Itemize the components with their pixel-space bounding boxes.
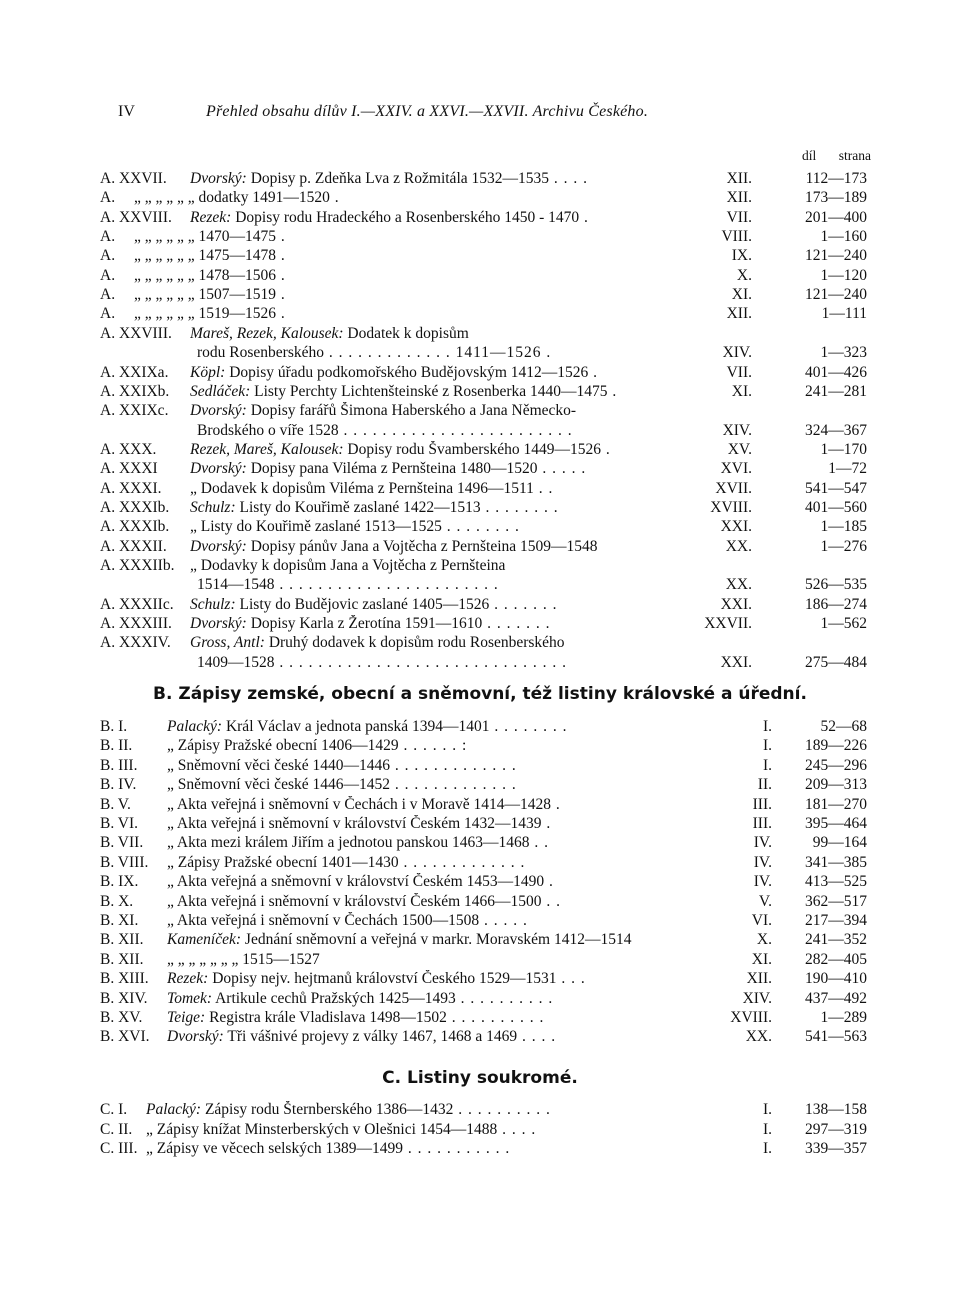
entry-title: Dopisy pana Viléma z Pernšteina 1480—1520 bbox=[246, 460, 538, 478]
entry-author: Schulz: bbox=[190, 595, 236, 613]
entry-description bbox=[146, 1121, 700, 1139]
entry-description bbox=[167, 834, 700, 852]
entry-pages: 1—111 bbox=[821, 305, 867, 323]
entry-volume: VII. bbox=[726, 363, 752, 381]
entry-code: A. XXXIII. bbox=[100, 615, 172, 633]
entry-pages: 541—547 bbox=[805, 479, 867, 497]
entry-code: A. XXXIIb. bbox=[100, 557, 175, 574]
entry-author: Dvorský: bbox=[190, 615, 247, 633]
entry-code: A. XXX. bbox=[100, 440, 157, 458]
entry-description bbox=[167, 912, 700, 930]
entry-description bbox=[134, 189, 700, 207]
entry-code: A. XXIXc. bbox=[100, 402, 169, 420]
entry-code: B. VIII. bbox=[100, 853, 149, 871]
entry-code: A. XXIXa. bbox=[100, 363, 169, 381]
leader-dots: . bbox=[276, 305, 286, 323]
entry-pages: 413—525 bbox=[805, 873, 867, 891]
entry-pages: 209—313 bbox=[805, 776, 867, 794]
entry-title: Listy Perchty Lichtenšteinské z Rosenberka 1440—1475 bbox=[250, 382, 608, 400]
entry-description bbox=[167, 970, 700, 988]
entry-code: A. bbox=[100, 189, 116, 207]
entry-pages: 401—560 bbox=[805, 498, 867, 516]
entry-title: Král Václav a jednota panská 1394—1401 bbox=[222, 718, 490, 735]
entry-title: „ „ „ „ „ „ 1507—1519 bbox=[134, 286, 277, 304]
entry-title: „ Sněmovní věci české 1446—1452 bbox=[167, 776, 390, 794]
entry-volume: XVIII. bbox=[730, 1009, 772, 1026]
entry-code: B. XIII. bbox=[100, 970, 149, 988]
entry-author: Palacký: bbox=[146, 1101, 202, 1118]
entry-author: Mareš, Rezek, Kalousek: bbox=[190, 324, 344, 342]
entry-title: Dopisy nejv. hejtmanů království Českého 1529—1531 bbox=[208, 970, 557, 988]
entry-pages: 138—158 bbox=[805, 1101, 867, 1118]
entry-description bbox=[134, 267, 700, 285]
page-header bbox=[118, 103, 878, 127]
entry-author: Teige: bbox=[167, 1009, 206, 1026]
entry-description bbox=[134, 286, 700, 304]
entry-pages: 1—120 bbox=[820, 266, 867, 284]
entry-code: C. II. bbox=[100, 1120, 133, 1138]
toc-entry bbox=[0, 654, 960, 676]
entry-title: „ Zápisy ve věcech selských 1389—1499 bbox=[146, 1140, 403, 1158]
entry-volume: XI. bbox=[731, 286, 752, 304]
entry-title: „ Sněmovní věci české 1440—1446 bbox=[167, 756, 390, 774]
leader-dots: . bbox=[550, 795, 561, 813]
entry-description bbox=[190, 325, 700, 343]
entry-title: Zápisy rodu Šternberského 1386—1432 bbox=[201, 1101, 454, 1118]
leader-dots: . . bbox=[541, 892, 562, 910]
leader-dots: . bbox=[276, 228, 286, 246]
entry-description bbox=[167, 796, 700, 814]
section-b-heading: B. Zápisy zemské, obecní a sněmovní, též listiny královské a úřední. bbox=[153, 684, 807, 704]
page-number: IV bbox=[118, 103, 135, 120]
entry-volume: XX. bbox=[725, 576, 752, 594]
entry-pages: 1—160 bbox=[820, 228, 867, 246]
entry-description bbox=[197, 344, 700, 362]
entry-pages: 112—173 bbox=[805, 170, 867, 187]
entry-code: B. XIV. bbox=[100, 989, 148, 1007]
leader-dots: . . . bbox=[556, 970, 586, 988]
leader-dots: . . . . . . . . . . . bbox=[402, 1140, 511, 1158]
leader-dots: . bbox=[588, 363, 599, 381]
entry-description bbox=[167, 931, 700, 949]
entry-code: B. VII. bbox=[100, 834, 144, 852]
entry-volume: XII. bbox=[746, 970, 772, 988]
entry-pages: 189—226 bbox=[805, 737, 867, 755]
leader-dots: . bbox=[276, 266, 286, 284]
leader-dots: . . . . . . . . . . . . . bbox=[398, 853, 526, 871]
entry-author: Tomek: bbox=[167, 989, 213, 1007]
entry-author: Köpl: bbox=[190, 363, 226, 381]
entry-pages: 341—385 bbox=[805, 853, 867, 871]
entry-description bbox=[167, 951, 700, 969]
entry-code: A. XXXIV. bbox=[100, 634, 171, 652]
leader-dots: . . . . . bbox=[537, 460, 587, 478]
entry-title: Tři vášnivé projevy z války 1467, 1468 a 1469 bbox=[223, 1028, 518, 1046]
entry-pages: 362—517 bbox=[805, 892, 867, 910]
entry-volume: XIV. bbox=[742, 989, 772, 1007]
entry-code: C. I. bbox=[100, 1101, 128, 1118]
entry-description bbox=[190, 441, 700, 459]
entry-title: Druhý dodavek k dopisům rodu Rosenberského bbox=[264, 634, 565, 652]
leader-dots: . bbox=[607, 382, 618, 400]
entry-code: B. XII. bbox=[100, 950, 144, 968]
leader-dots: . . . . . . . . . . . . . bbox=[389, 776, 517, 794]
leader-dots: . . . . . . . . . . . . . . . . . . . . . . . bbox=[274, 576, 499, 594]
entry-title: „ Zápisy Pražské obecní 1406—1429 bbox=[167, 737, 399, 755]
entry-volume: I. bbox=[762, 737, 772, 755]
entry-pages: 1—323 bbox=[820, 344, 867, 362]
leader-dots: . . . . . . . . bbox=[489, 718, 568, 735]
entry-pages: 339—357 bbox=[805, 1140, 867, 1158]
entry-volume: XV. bbox=[727, 440, 752, 458]
entry-description bbox=[197, 576, 700, 594]
entry-pages: 541—563 bbox=[805, 1028, 867, 1046]
entry-description bbox=[167, 1009, 700, 1027]
entry-author: Sedláček: bbox=[190, 382, 251, 400]
entry-author: Dvorský: bbox=[190, 460, 247, 478]
entry-pages: 190—410 bbox=[805, 970, 867, 988]
entry-volume: XVII. bbox=[715, 479, 752, 497]
entry-description bbox=[190, 209, 700, 227]
entry-pages: 217—394 bbox=[805, 912, 867, 929]
entry-description bbox=[167, 873, 700, 891]
entry-pages: 437—492 bbox=[805, 989, 867, 1007]
entry-description bbox=[167, 854, 700, 872]
entry-volume: II. bbox=[757, 776, 772, 794]
leader-dots: . . . . . . . . bbox=[480, 498, 559, 516]
running-title: Přehled obsahu dílův I.—XXIV. a XXVI.—XXVII. Archivu Českého. bbox=[206, 103, 649, 120]
leader-dots: . . bbox=[533, 479, 554, 497]
leader-dots: . . . . bbox=[517, 1028, 557, 1046]
entry-code: B. VI. bbox=[100, 815, 139, 832]
leader-dots: . . . . . . . . . . . . . . . . . . . . . . . . bbox=[338, 421, 573, 439]
entry-title: 1409—1528 bbox=[197, 653, 275, 671]
entry-author: Dvorský: bbox=[190, 537, 247, 555]
entry-volume: I. bbox=[762, 1101, 772, 1118]
entry-pages: 201—400 bbox=[805, 208, 867, 226]
entry-description bbox=[146, 1140, 700, 1158]
entry-volume: XXI. bbox=[720, 518, 752, 536]
entry-code: B. II. bbox=[100, 737, 133, 755]
entry-volume: III. bbox=[752, 815, 772, 832]
entry-title: Dopisy rodu Švamberského 1449—1526 bbox=[343, 440, 601, 458]
entry-pages: 173—189 bbox=[805, 189, 867, 207]
section-c-heading: C. Listiny soukromé. bbox=[382, 1068, 578, 1088]
leader-dots: . bbox=[541, 815, 552, 832]
leader-dots: . bbox=[276, 247, 286, 265]
leader-dots: . . . . . . . . . . bbox=[453, 1101, 551, 1118]
entry-description bbox=[134, 228, 700, 246]
entry-volume: XX. bbox=[725, 537, 752, 555]
entry-code: A. XXXI. bbox=[100, 479, 162, 497]
entry-pages: 1—562 bbox=[820, 615, 867, 633]
entry-title: Dopisy Karla z Žerotína 1591—1610 bbox=[246, 615, 483, 633]
entry-volume: XXI. bbox=[720, 595, 752, 613]
entry-pages: 1—185 bbox=[820, 518, 867, 536]
entry-title: „ „ „ „ „ „ 1519—1526 bbox=[134, 305, 277, 323]
entry-code: B. IV. bbox=[100, 776, 137, 794]
entry-pages: 401—426 bbox=[805, 363, 867, 381]
entry-code: B. XII. bbox=[100, 931, 144, 949]
entry-description bbox=[167, 737, 700, 755]
entry-volume: X. bbox=[756, 931, 772, 949]
entry-code: A. bbox=[100, 286, 116, 304]
entry-author: Kameníček: bbox=[167, 931, 242, 949]
leader-dots: . bbox=[544, 873, 554, 891]
entry-volume: I. bbox=[762, 1140, 772, 1158]
entry-title: Dopisy rodu Hradeckého a Rosenberského 1450 - 1470 bbox=[231, 208, 580, 226]
entry-description bbox=[190, 170, 700, 188]
entry-code: A. XXVIII. bbox=[100, 324, 172, 342]
entry-code: A. XXXIIc. bbox=[100, 595, 174, 613]
entry-volume: X. bbox=[736, 266, 752, 284]
entry-volume: XXVII. bbox=[704, 615, 752, 633]
entry-pages: 52—68 bbox=[820, 718, 867, 735]
entry-code: B. XVI. bbox=[100, 1028, 150, 1046]
entry-description bbox=[197, 654, 700, 672]
entry-title: Dopisy p. Zdeňka Lva z Rožmitála 1532—1535 bbox=[246, 170, 550, 187]
entry-pages: 241—281 bbox=[805, 382, 867, 400]
entry-title: „ Akta veřejná i sněmovní v království Českém 1466—1500 bbox=[167, 892, 542, 910]
leader-dots: . . bbox=[529, 834, 549, 852]
leader-dots: . bbox=[329, 189, 340, 207]
entry-title: 1514—1548 bbox=[197, 576, 275, 594]
entry-volume: XVI. bbox=[720, 460, 752, 478]
entry-volume: XXI. bbox=[720, 653, 752, 671]
entry-description bbox=[190, 499, 700, 517]
leader-dots: . . . . . . . bbox=[482, 615, 551, 633]
leader-dots: . . . . . . . . . . bbox=[455, 989, 554, 1007]
leader-dots: . . . . . bbox=[479, 912, 528, 929]
entry-title: „ Dodavek k dopisům Viléma z Pernšteina 1496—1511 bbox=[190, 479, 534, 497]
entry-pages: 526—535 bbox=[805, 576, 867, 594]
entry-code: B. I. bbox=[100, 718, 128, 735]
entry-title: „ „ „ „ „ „ „ 1515—1527 bbox=[167, 950, 320, 968]
entry-description bbox=[197, 422, 700, 440]
leader-dots: . . . . . . . bbox=[489, 595, 558, 613]
entry-title: Listy do Kouřimě zaslané 1422—1513 bbox=[235, 498, 481, 516]
entry-volume: XII. bbox=[726, 170, 752, 187]
entry-pages: 1—72 bbox=[828, 460, 867, 478]
entry-description bbox=[167, 757, 700, 775]
entry-title: Dodatek k dopisům bbox=[343, 324, 469, 342]
entry-pages: 99—164 bbox=[812, 834, 867, 852]
entry-volume: IV. bbox=[753, 873, 772, 891]
entry-description bbox=[167, 990, 700, 1008]
entry-code: A. XXXIb. bbox=[100, 498, 170, 516]
entry-title: Dopisy farářů Šimona Haberského a Jana Německo- bbox=[246, 402, 577, 420]
entry-title: Listy do Budějovic zaslané 1405—1526 bbox=[235, 595, 490, 613]
leader-dots: . . . . bbox=[497, 1120, 537, 1138]
entry-author: Rezek, Mareš, Kalousek: bbox=[190, 440, 344, 458]
entry-code: A. XXXI bbox=[100, 460, 158, 478]
toc-entry bbox=[0, 1028, 960, 1050]
entry-pages: 1—170 bbox=[820, 440, 867, 458]
entry-volume: I. bbox=[762, 756, 772, 774]
entry-title: „ „ „ „ „ „ 1470—1475 bbox=[134, 228, 277, 246]
entry-volume: XIV. bbox=[722, 421, 752, 439]
toc-entry bbox=[0, 1140, 960, 1162]
entry-volume: VII. bbox=[726, 208, 752, 226]
entry-code: B. XV. bbox=[100, 1009, 143, 1026]
entry-volume: XVIII. bbox=[710, 498, 752, 516]
entry-title: Registra krále Vladislava 1498—1502 bbox=[205, 1009, 447, 1026]
entry-volume: IX. bbox=[731, 247, 752, 265]
entry-pages: 1—276 bbox=[820, 537, 867, 555]
entry-volume: XI. bbox=[751, 950, 772, 968]
entry-pages: 245—296 bbox=[805, 756, 867, 774]
entry-pages: 121—240 bbox=[805, 247, 867, 265]
entry-description bbox=[190, 518, 700, 536]
entry-author: Palacký: bbox=[167, 718, 223, 735]
leader-dots: . . . . . . . . bbox=[441, 518, 520, 536]
entry-code: C. III. bbox=[100, 1140, 138, 1158]
entry-description bbox=[167, 1028, 700, 1046]
entry-description bbox=[190, 557, 700, 575]
entry-volume: IV. bbox=[753, 834, 772, 852]
entry-pages: 324—367 bbox=[805, 421, 867, 439]
column-header-volume: díl bbox=[802, 148, 817, 163]
entry-description bbox=[134, 247, 700, 265]
entry-title: Dopisy úřadu podkomořského Budějovským 1412—1526 bbox=[225, 363, 589, 381]
entry-author: Rezek: bbox=[167, 970, 209, 988]
entry-author: Gross, Antl: bbox=[190, 634, 265, 652]
entry-description bbox=[167, 815, 700, 833]
entry-author: Schulz: bbox=[190, 498, 236, 516]
entry-description bbox=[190, 383, 700, 401]
entry-pages: 181—270 bbox=[805, 795, 867, 813]
entry-volume: I. bbox=[762, 1120, 772, 1138]
entry-pages: 395—464 bbox=[805, 815, 867, 832]
leader-dots: . bbox=[600, 440, 611, 458]
entry-description bbox=[190, 615, 700, 633]
entry-title: „ „ „ „ „ „ 1475—1478 bbox=[134, 247, 277, 265]
entry-description bbox=[190, 480, 700, 498]
entry-title: „ „ „ „ „ „ dodatky 1491—1520 bbox=[134, 189, 330, 207]
entry-title: „ „ „ „ „ „ 1478—1506 bbox=[134, 266, 277, 284]
leader-dots: . . . . . . . . . . bbox=[446, 1009, 545, 1026]
entry-title: „ Akta veřejná a sněmovní v království Českém 1453—1490 bbox=[167, 873, 545, 891]
entry-volume: IV. bbox=[753, 853, 772, 871]
entry-code: B. XI. bbox=[100, 912, 139, 929]
entry-code: A. bbox=[100, 266, 116, 284]
leader-dots: . . . . bbox=[549, 170, 589, 187]
entry-description bbox=[190, 596, 700, 614]
entry-pages: 275—484 bbox=[805, 653, 867, 671]
entry-volume: XX. bbox=[745, 1028, 772, 1046]
entry-code: A. XXVIII. bbox=[100, 208, 172, 226]
entry-description bbox=[190, 402, 700, 420]
entry-title: Artikule cechů Pražských 1425—1493 bbox=[212, 989, 456, 1007]
entry-volume: XII. bbox=[726, 189, 752, 207]
entry-code: B. III. bbox=[100, 756, 138, 774]
entry-title: Dopisy pánův Jana a Vojtěcha z Pernšteina 1509—1548 bbox=[246, 537, 598, 555]
column-header-pages: strana bbox=[838, 148, 871, 163]
entry-description bbox=[167, 718, 700, 736]
entry-description bbox=[190, 634, 700, 652]
entry-volume: VI. bbox=[751, 912, 772, 929]
entry-code: B. V. bbox=[100, 795, 131, 813]
entry-code: B. IX. bbox=[100, 873, 139, 891]
leader-dots: . . . . . . . . . . . . . bbox=[389, 756, 517, 774]
entry-title: „ Listy do Kouřimě zaslané 1513—1525 bbox=[190, 518, 442, 536]
leader-dots: . bbox=[579, 208, 589, 226]
entry-author: Dvorský: bbox=[167, 1028, 224, 1046]
entry-title: „ Zápisy knížat Minsterberských v Olešnici 1454—1488 bbox=[146, 1120, 498, 1138]
leader-dots: . . . . . . . . . . . . . . . . . . . . . . . . . . . . . . bbox=[274, 653, 567, 671]
entry-description bbox=[167, 776, 700, 794]
entry-pages: 186—274 bbox=[805, 595, 867, 613]
leader-dots: . . . . . . : bbox=[398, 737, 468, 755]
entry-title: „ Dodavky k dopisům Jana a Vojtěcha z Pernšteina bbox=[190, 557, 506, 574]
entry-pages: 1—289 bbox=[820, 1009, 867, 1026]
entry-author: Dvorský: bbox=[190, 402, 247, 420]
entry-code: A. XXIXb. bbox=[100, 382, 170, 400]
entry-pages: 121—240 bbox=[805, 286, 867, 304]
entry-volume: V. bbox=[758, 892, 772, 910]
entry-volume: VIII. bbox=[721, 228, 752, 246]
entry-pages: 297—319 bbox=[805, 1120, 867, 1138]
entry-description bbox=[190, 364, 700, 382]
entry-code: A. bbox=[100, 305, 116, 323]
entry-pages: 282—405 bbox=[805, 950, 867, 968]
entry-code: A. XXVII. bbox=[100, 170, 167, 187]
entry-code: A. XXXII. bbox=[100, 537, 167, 555]
entry-title: „ Akta mezi králem Jiřím a jednotou panskou 1463—1468 bbox=[167, 834, 530, 852]
entry-title: „ Akta veřejná i sněmovní v Čechách 1500—1508 bbox=[167, 912, 480, 929]
entry-title: Jednání sněmovní a veřejná v markr. Moravském 1412—1514 bbox=[241, 931, 632, 949]
leader-dots: . . . . . . . . . . . . . 1411—1526 . bbox=[324, 344, 552, 362]
entry-code: B. X. bbox=[100, 892, 134, 910]
entry-author: Rezek: bbox=[190, 208, 232, 226]
entry-volume: III. bbox=[752, 795, 772, 813]
entry-title: „ Akta veřejná i sněmovní v Čechách i v Moravě 1414—1428 bbox=[167, 795, 551, 813]
entry-code: A. bbox=[100, 247, 116, 265]
entry-description bbox=[134, 305, 700, 323]
entry-title: Brodského o víře 1528 bbox=[197, 421, 339, 439]
leader-dots: . bbox=[276, 286, 286, 304]
entry-description bbox=[167, 893, 700, 911]
entry-description bbox=[190, 460, 700, 478]
entry-volume: I. bbox=[762, 718, 772, 735]
entry-code: A. bbox=[100, 228, 116, 246]
entry-pages: 241—352 bbox=[805, 931, 867, 949]
entry-description bbox=[146, 1101, 700, 1119]
entry-title: rodu Rosenberského bbox=[197, 344, 324, 362]
entry-title: „ Zápisy Pražské obecní 1401—1430 bbox=[167, 853, 399, 871]
entry-volume: XII. bbox=[726, 305, 752, 323]
entry-author: Dvorský: bbox=[190, 170, 247, 187]
entry-description bbox=[190, 538, 700, 556]
entry-code: A. XXXIb. bbox=[100, 518, 170, 536]
entry-volume: XIV. bbox=[722, 344, 752, 362]
entry-title: „ Akta veřejná i sněmovní v království Českém 1432—1439 bbox=[167, 815, 542, 832]
entry-volume: XI. bbox=[731, 382, 752, 400]
